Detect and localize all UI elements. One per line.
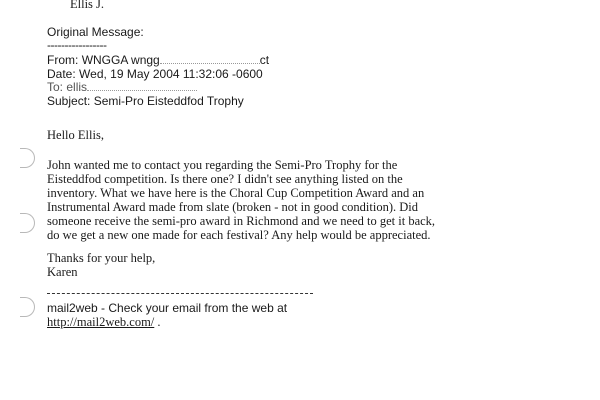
subject-label: Subject: xyxy=(47,94,91,108)
body-line: Instrumental Award made from slate (broken - not in good condition). Did xyxy=(47,200,418,214)
mail2web-link[interactable]: http://mail2web.com/ xyxy=(47,315,155,329)
to-label: To: xyxy=(47,80,64,94)
to-line xyxy=(47,80,197,95)
body-line: someone receive the semi-pro award in Richmond and we need to get it back, xyxy=(47,214,436,228)
punch-hole-mark xyxy=(20,148,35,168)
punch-hole-mark xyxy=(20,213,35,233)
greeting: Hello Ellis, xyxy=(47,128,104,142)
date-value: Wed, 19 May 2004 11:32:06 -0600 xyxy=(79,67,263,81)
redaction-mark xyxy=(87,90,197,91)
header-separator: ----------------- xyxy=(47,38,107,52)
body-line: Eisteddfod competition. Is there one? I didn't see anything listed on the xyxy=(47,172,403,186)
footer-separator xyxy=(47,293,313,294)
footer-ad: mail2web - Check your email from the web at xyxy=(47,301,288,315)
body-line: do we get a new one made for each festival? Any help would be appreciated. xyxy=(47,228,431,242)
sender-name: Ellis J. xyxy=(70,0,105,11)
original-message-label: Original Message: xyxy=(47,25,144,39)
subject-line xyxy=(47,94,244,109)
date-label: Date: xyxy=(47,67,76,81)
signature: Karen xyxy=(47,265,78,279)
body-line: inventory. What we have here is the Choral Cup Competition Award and an xyxy=(47,186,425,200)
redaction-mark xyxy=(160,63,260,64)
footer-link-suffix: . xyxy=(154,315,161,329)
closing: Thanks for your help, xyxy=(47,251,156,265)
from-label: From: xyxy=(47,53,79,67)
body-line: John wanted me to contact you regarding the Semi-Pro Trophy for the xyxy=(47,158,398,172)
from-line xyxy=(47,53,269,68)
punch-hole-mark xyxy=(20,297,35,317)
to-value: ellis xyxy=(66,80,88,94)
from-suffix: ct xyxy=(259,53,270,67)
footer-link-line xyxy=(47,315,161,330)
from-value: WNGGA wngg xyxy=(81,53,160,67)
subject-value: Semi-Pro Eisteddfod Trophy xyxy=(93,94,244,108)
